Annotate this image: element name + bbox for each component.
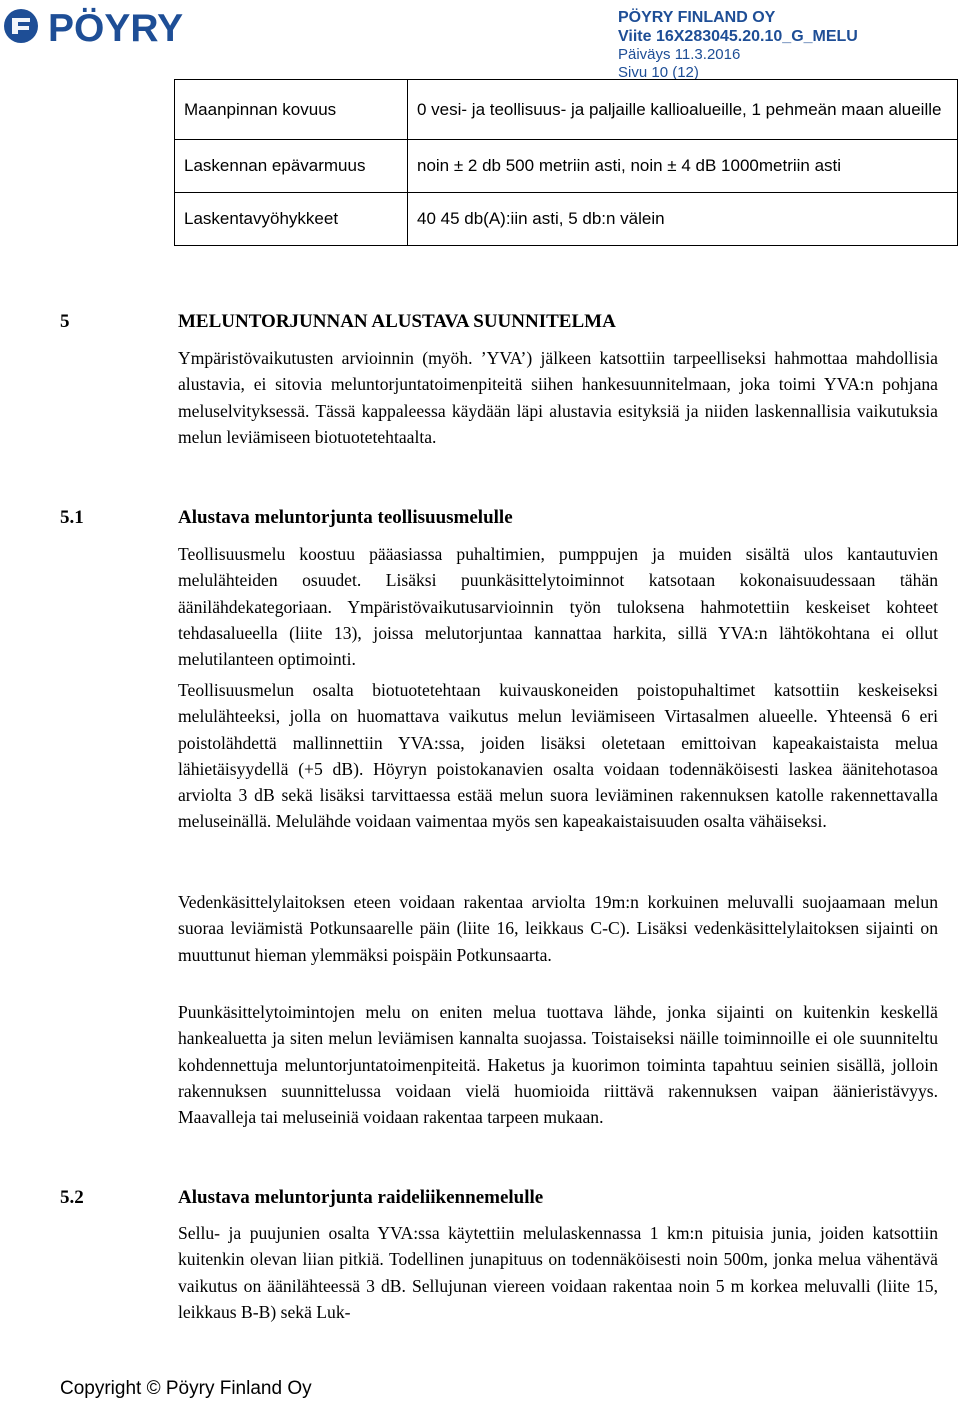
table-value-cell: 40 45 db(A):iin asti, 5 db:n välein	[408, 193, 958, 246]
poyry-logo	[2, 6, 242, 46]
section-number: 5.1	[60, 507, 84, 528]
document-header	[618, 8, 958, 82]
table-row	[175, 140, 958, 193]
section-paragraph: Teollisuusmelun osalta biotuotetehtaan kuivauskoneiden poistopuhaltimet katsottiin keskeiseksi melulähteeksi, jolla on huomattava vaikutus melun leviämiseen Virtasalmen alueelle. Yhteensä 6 eri poistolähdettä mallinnettiin YVA:ssa, joiden lisäksi oletetaan emittoivan kapeakaistaista melua lähietäisyydellä (+5 dB). Höyryn poistokanavien osalta voidaan todennäköisesti laskea äänitehotasoa arviolta 3 dB sekä lisäksi tarvittaessa estää melun suora leviäminen rakennuksen katolle rakennettavalla meluseinällä. Melulähde voidaan vaimentaa myös sen kapeakaistaisuuden osalta vähäiseksi.	[178, 680, 938, 832]
logo-text: PÖYRY	[48, 7, 184, 46]
table-row	[175, 80, 958, 140]
page-number: Sivu 10 (12)	[618, 64, 699, 81]
section-number: 5	[60, 311, 70, 332]
section-title: MELUNTORJUNNAN ALUSTAVA SUUNNITELMA	[178, 311, 616, 332]
section-number: 5.2	[60, 1187, 84, 1208]
copyright-footer: Copyright © Pöyry Finland Oy	[60, 1378, 312, 1399]
company-name: PÖYRY FINLAND OY	[618, 9, 776, 26]
section-paragraph: Teollisuusmelu koostuu pääasiassa puhaltimien, pumppujen ja muiden sisältä ulos kantautuvien melulähteiden osuudet. Lisäksi puunkäsittelytoiminnot katsotaan kokonaisuudessaan tähän äänilähdekategoriaan. Ympäristövaikutusarvioinnin työn tuloksena hahmotettiin keskeiset kohteet tehdasalueella (liite 13), joissa melutorjuntaa kannattaa harkita, sillä YVA:n lähtökohtana ei ollut melutilanteen optimointi.	[178, 544, 938, 670]
table-label-cell: Maanpinnan kovuus	[175, 80, 408, 140]
table-label-cell: Laskennan epävarmuus	[175, 140, 408, 193]
section-title: Alustava meluntorjunta raideliikennemelulle	[178, 1187, 544, 1208]
section-paragraph: Puunkäsittelytoimintojen melu on eniten melua tuottava lähde, jonka sijainti on kuitenkin keskellä hankealuetta ja siten melun leviämisen kannalta suojassa. Toistaiseksi näille toiminnoille ei ole suunniteltu kohdennettuja meluntorjuntatoimenpiteitä. Haketus ja kuorimon toiminta tapahtuu seinien sisällä, jolloin rakennuksen suunnittelussa voidaan vielä huomioida riittävä rakennuksen vaipan äänieristävyys. Maavalleja tai meluseiniä voidaan rakentaa tarpeen mukaan.	[178, 1002, 938, 1128]
table-row	[175, 193, 958, 246]
table-value-cell: noin ± 2 db 500 metriin asti, noin ± 4 dB 1000metriin asti	[408, 140, 958, 193]
document-reference: Viite 16X283045.20.10_G_MELU	[618, 28, 858, 45]
table-value-cell: 0 vesi- ja teollisuus- ja paljaille kallioalueille, 1 pehmeän maan alueille	[408, 80, 958, 140]
document-date: Päiväys 11.3.2016	[618, 46, 741, 63]
section-paragraph: Sellu- ja puujunien osalta YVA:ssa käytettiin melulaskennassa 1 km:n pituisia junia, joiden katsottiin kuitenkin olevan liian pitkiä. Todellinen junapituus on todennäköisesti noin 500m, jonka melua vähentävä vaikutus on äänilähteessä 3 dB. Sellujunan viereen voidaan rakentaa noin 5 m korkea meluvalli (liite 15, leikkaus B-B) sekä Luk-	[178, 1223, 938, 1322]
table-label-cell: Laskentavyöhykkeet	[175, 193, 408, 246]
section-paragraph: Ympäristövaikutusten arvioinnin (myöh. ’YVA’) jälkeen katsottiin tarpeelliseksi hahmottaa mahdollisia alustavia, ei sitovia meluntorjuntatoimenpiteitä siihen hankesuunnitelmaan, joka toimi YVA:n pohjana meluselvityksessä. Tässä kappaleessa käydään läpi alustavia esityksiä ja niiden laskennallisia vaikutuksia melun leviämiseen biotuotetehtaalta.	[178, 348, 938, 447]
section-paragraph: Vedenkäsittelylaitoksen eteen voidaan rakentaa arviolta 19m:n korkuinen meluvalli suojaamaan melun suoraa leviämistä Potkunsaarelle päin (liite 16, leikkaus C-C). Lisäksi vedenkäsittelylaitoksen sijainti on muuttunut hieman ylemmäksi poispäin Potkunsaarta.	[178, 892, 938, 965]
section-title: Alustava meluntorjunta teollisuusmelulle	[178, 507, 513, 528]
calculation-parameters-table	[174, 79, 958, 246]
poyry-logo-graphic	[2, 6, 242, 46]
